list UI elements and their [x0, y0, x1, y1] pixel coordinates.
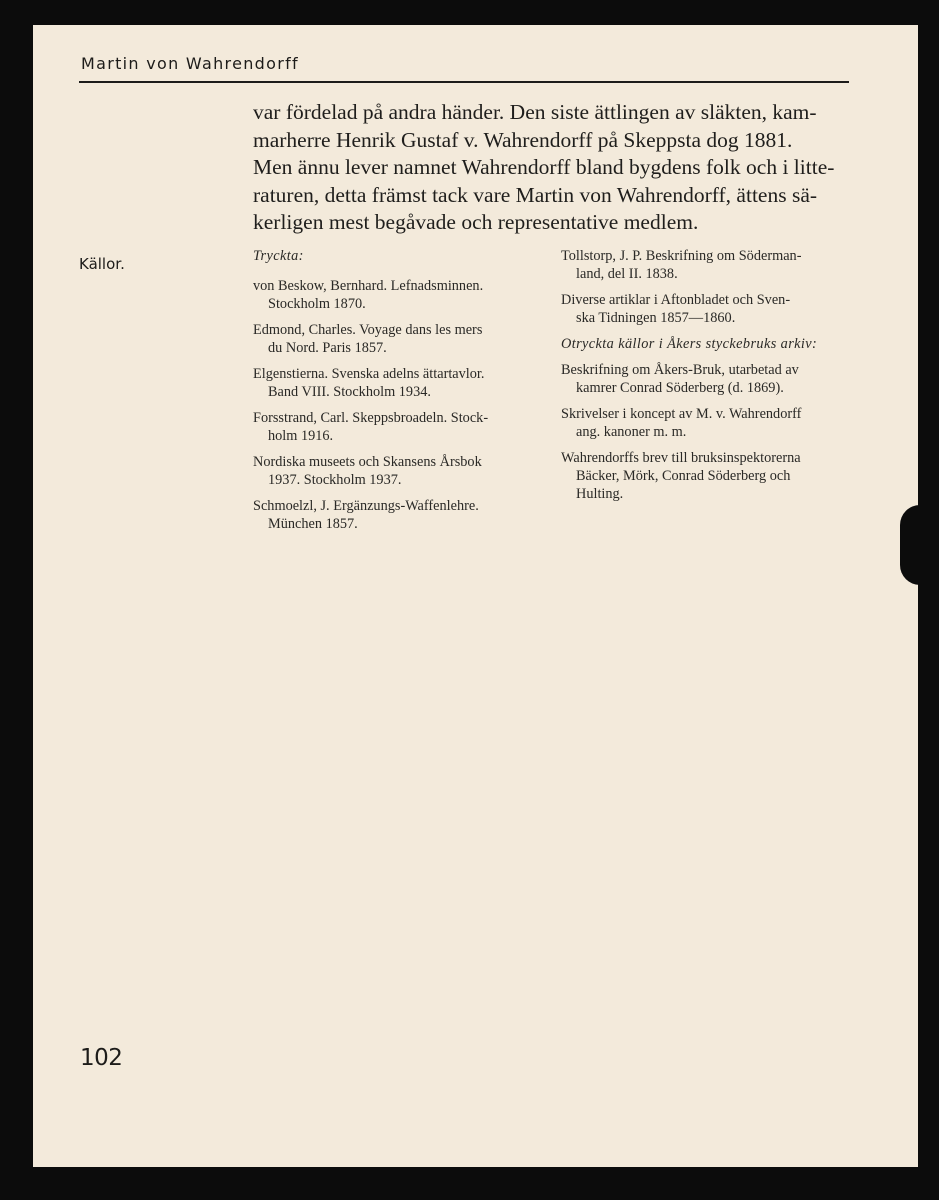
reference-entry [253, 409, 545, 445]
reference-entry [561, 449, 861, 503]
reference-line: Beskrifning om Åkers-Bruk, utarbetad av [561, 362, 799, 378]
reference-line: Diverse artiklar i Aftonbladet och Sven- [561, 292, 791, 308]
reference-entry [253, 365, 545, 401]
reference-line: Nordiska museets och Skansens Årsbok [253, 454, 482, 470]
reference-line: Edmond, Charles. Voyage dans les mers [253, 322, 483, 338]
reference-line: Schmoelzl, J. Ergänzungs-Waffenlehre. [253, 498, 479, 514]
book-page [33, 25, 918, 1167]
reference-line: Bäcker, Mörk, Conrad Söderberg och [576, 468, 791, 484]
reference-line: Stockholm 1870. [268, 296, 366, 312]
reference-entry [561, 361, 861, 397]
sources-column-left [253, 247, 545, 541]
page-number: 102 [80, 1045, 123, 1071]
reference-entry [561, 405, 861, 441]
reference-line: München 1857. [268, 516, 358, 532]
reference-line: Skrivelser i koncept av M. v. Wahrendorff [561, 406, 802, 422]
printed-sources-heading: Tryckta: [253, 248, 304, 264]
reference-line: du Nord. Paris 1857. [268, 340, 387, 356]
reference-line: von Beskow, Bernhard. Lefnadsminnen. [253, 278, 484, 294]
running-title: Martin von Wahrendorff [81, 54, 299, 73]
page-edge-notch [900, 505, 936, 585]
reference-line: Elgenstierna. Svenska adelns ättartavlor. [253, 366, 485, 382]
reference-entry [253, 497, 545, 533]
reference-line: kamrer Conrad Söderberg (d. 1869). [576, 380, 784, 396]
body-line: Men ännu lever namnet Wahrendorff bland bygdens folk och i litte- [253, 155, 835, 179]
body-paragraph [253, 99, 863, 237]
reference-line: land, del II. 1838. [576, 266, 678, 282]
reference-entry [561, 291, 861, 327]
reference-line: 1937. Stockholm 1937. [268, 472, 402, 488]
header-rule [79, 81, 849, 83]
unprinted-sources-heading: Otryckta källor i Åkers styckebruks arkiv: [561, 336, 818, 352]
reference-line: holm 1916. [268, 428, 334, 444]
reference-entry [253, 277, 545, 313]
reference-line: Forsstrand, Carl. Skeppsbroadeln. Stock- [253, 410, 489, 426]
sources-column-right [561, 247, 861, 511]
reference-line: ang. kanoner m. m. [576, 424, 687, 440]
reference-line: Tollstorp, J. P. Beskrifning om Söderman- [561, 248, 802, 264]
body-line: marherre Henrik Gustaf v. Wahrendorff på Skeppsta dog 1881. [253, 127, 793, 152]
reference-line: Hulting. [576, 486, 624, 502]
body-line: raturen, detta främst tack vare Martin von Wahrendorff, ättens sä- [253, 182, 818, 207]
reference-line: ska Tidningen 1857—1860. [576, 310, 736, 326]
reference-line: Band VIII. Stockholm 1934. [268, 384, 431, 400]
body-line: var fördelad på andra händer. Den siste ättlingen av släkten, kam- [253, 100, 817, 124]
sources-label: Källor. [79, 255, 125, 273]
reference-entry [561, 247, 861, 283]
reference-entry [253, 453, 545, 489]
reference-line: Wahrendorffs brev till bruksinspektorerna [561, 450, 801, 466]
body-line: kerligen mest begåvade och representative medlem. [253, 210, 699, 234]
reference-entry [253, 321, 545, 357]
